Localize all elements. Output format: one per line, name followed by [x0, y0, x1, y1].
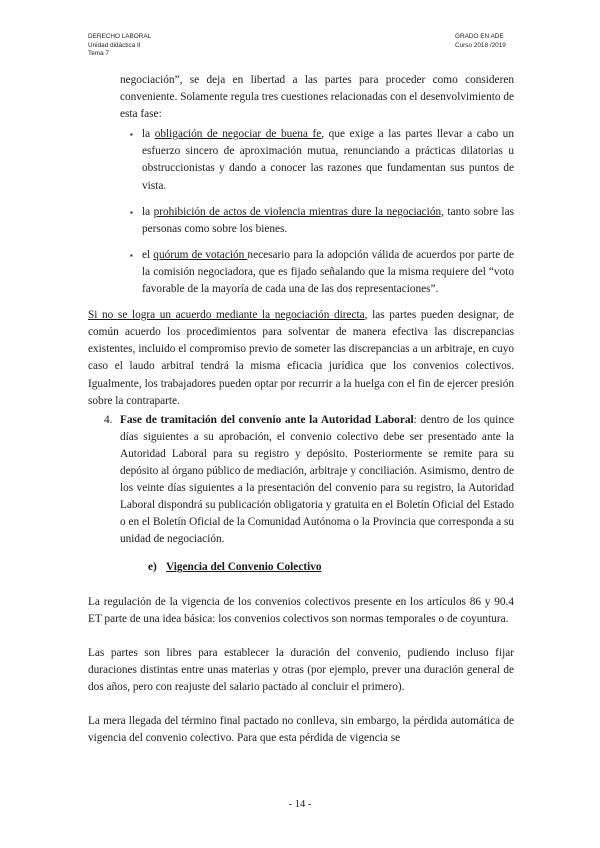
- list-item: ▪ la prohibición de actos de violencia mientras dure la negociación, tanto sobre las personas como sobre los bienes.: [130, 205, 514, 235]
- numbered-item-4: 4. Fase de tramitación del convenio ante la Autoridad Laboral: dentro de los quince días siguientes a su aprobación, el convenio colectivo debe ser presentado ante la Autoridad Laboral para su registro y depósito. Posteriormente se remite para su depósito al órgano público de mediación, arbitraje y conciliación. Asimismo, dentro de los veinte días siguientes a la presentación del convenio para su registro, la Autoridad Laboral dispondrá su publicación obligatoria y gratuita en el Boletín Oficial del Estado o en el Boletín Oficial de la Comunidad Autónoma o la Provincia que corresponda a su unidad de negociación.: [104, 413, 514, 546]
- underlined-term: quórum de votación: [153, 248, 248, 261]
- bullet-list: [88, 126, 514, 298]
- list-item: ▪ la obligación de negociar de buena fe, que exige a las partes llevar a cabo un esfuerzo sincero de aproximación mutua, renunciando a prácticas dilatorias u obstruccionistas y dando a conocer las razones que fundamentan sus puntos de vista.: [130, 128, 514, 192]
- paragraph: Las partes son libres para establecer la duración del convenio, pudiendo incluso fijar duraciones distintas entre unas materias y otras (por ejemplo, prever una duración general de dos años, pero con reajuste del salario pactado al concluir el primero).: [88, 646, 514, 693]
- header-degree: GRADO EN ADE: [455, 33, 504, 40]
- underlined-term: prohibición de actos de violencia mientras dure la negociación,: [153, 205, 444, 218]
- section-title: Vigencia del Convenio Colectivo: [166, 561, 322, 574]
- item-heading: Fase de tramitación del convenio ante la Autoridad Laboral: [120, 413, 414, 426]
- underlined-term: obligación de negociar de buena fe: [154, 128, 322, 141]
- page-number: - 14 -: [288, 799, 312, 810]
- header-left: [88, 33, 151, 59]
- square-bullet-icon: ▪: [130, 250, 133, 260]
- page-content: [88, 72, 514, 747]
- square-bullet-icon: ▪: [130, 130, 133, 140]
- agreement-paragraph: Si no se logra un acuerdo mediante la negociación directa, las partes pueden designar, de común acuerdo los procedimientos para solventar de manera efectiva las discrepancias existentes, incluido el compromiso previo de someter las discrepancias a un arbitraje, en cuyo caso el laudo arbitral tendrá la misma eficacia jurídica que los convenios colectivos. Igualmente, los trabajadores pueden optar por recurrir a la huelga con el fin de ejercer presión sobre la contraparte.: [88, 309, 514, 407]
- header-topic: Tema 7: [88, 50, 109, 58]
- list-item: ▪ el quórum de votación necesario para la adopción válida de acuerdos por parte de la comisión negociadora, que es fijado señalando que la misma requiere del “voto favorable de la mayoría de cada una de las dos representaciones”.: [130, 248, 515, 296]
- section-letter: e): [148, 561, 157, 574]
- intro-paragraph: negociación”, se deja en libertad a las partes para proceder como consideren conveniente. Solamente regula tres cuestiones relacionadas con el desenvolvimiento de esta fase:: [120, 74, 514, 121]
- header-unit: Unidad didáctica II: [88, 41, 141, 49]
- square-bullet-icon: ▪: [130, 207, 133, 217]
- item-number: 4.: [104, 413, 113, 426]
- paragraph: La mera llegada del término final pactado no conlleva, sin embargo, la pérdida automática de vigencia del convenio colectivo. Para que esta pérdida de vigencia se: [88, 715, 514, 745]
- header-course: DERECHO LABORAL: [88, 33, 152, 40]
- paragraph: La regulación de la vigencia de los convenios colectivos presente en los artículos 86 y 90.4 ET parte de una idea básica: los convenios colectivos son normas temporales o de coyuntura.: [88, 595, 514, 625]
- header-year: Curso 2018 /2019: [455, 41, 506, 49]
- section-heading: [148, 559, 514, 576]
- header-right: [455, 33, 506, 50]
